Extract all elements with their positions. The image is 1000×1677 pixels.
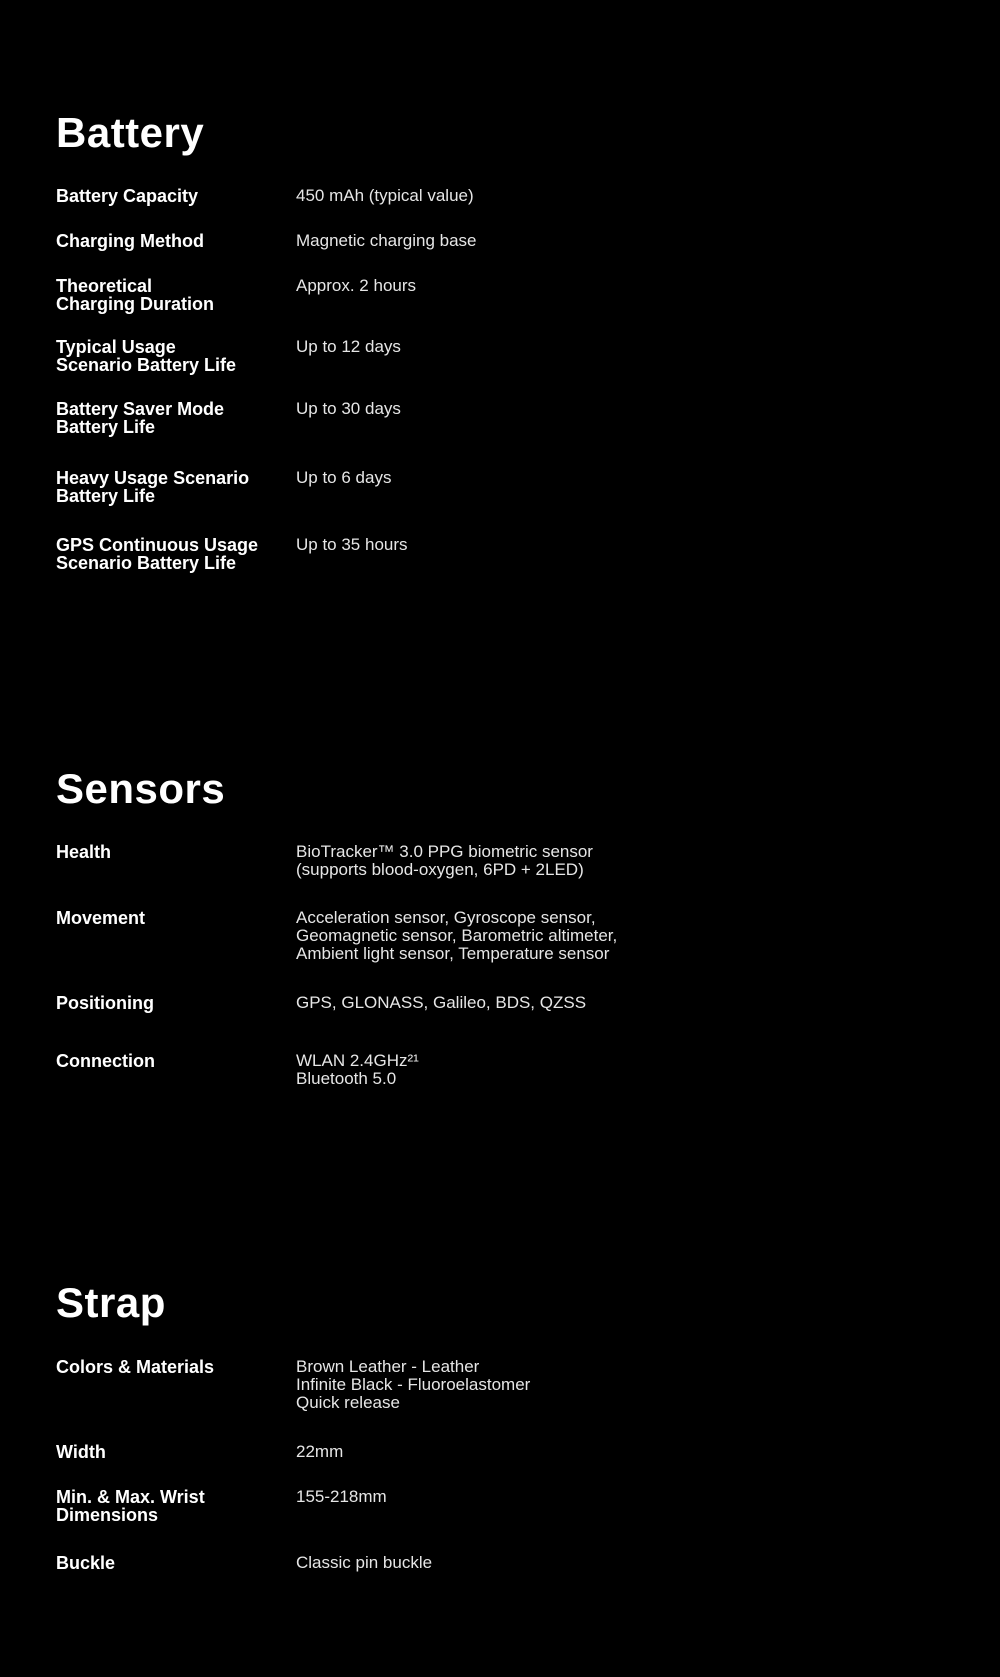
spec-label: Connection — [56, 1051, 155, 1071]
spec-value: Up to 6 days — [296, 468, 392, 487]
spec-value: 450 mAh (typical value) — [296, 186, 474, 205]
spec-value: BioTracker™ 3.0 PPG biometric sensor (supports blood-oxygen, 6PD + 2LED) — [296, 842, 593, 879]
spec-label: Theoretical Charging Duration — [56, 276, 214, 314]
spec-label: Min. & Max. Wrist Dimensions — [56, 1487, 205, 1525]
spec-label: Colors & Materials — [56, 1357, 215, 1377]
spec-label: Charging Method — [56, 231, 204, 251]
spec-value: Classic pin buckle — [296, 1553, 433, 1572]
spec-value: 22mm — [296, 1442, 344, 1461]
strap-title: Strap — [56, 1279, 166, 1326]
spec-value: Acceleration sensor, Gyroscope sensor, Geomagnetic sensor, Barometric altimeter, Ambient light sensor, Temperature sensor — [296, 908, 618, 963]
spec-value: Up to 30 days — [296, 399, 401, 418]
spec-value: GPS, GLONASS, Galileo, BDS, QZSS — [296, 993, 587, 1012]
spec-value: 155-218mm — [296, 1487, 387, 1506]
spec-label: Health — [56, 842, 112, 862]
spec-label: Width — [56, 1442, 106, 1462]
spec-value: Brown Leather - Leather Infinite Black - Fluoroelastomer Quick release — [296, 1357, 531, 1412]
spec-value: WLAN 2.4GHz²¹ Bluetooth 5.0 — [296, 1051, 419, 1088]
spec-label: Typical Usage Scenario Battery Life — [56, 337, 237, 375]
spec-label: Movement — [56, 908, 146, 928]
spec-label: Heavy Usage Scenario Battery Life — [56, 468, 250, 506]
spec-label: Positioning — [56, 993, 154, 1013]
spec-label: Buckle — [56, 1553, 116, 1573]
spec-label: Battery Capacity — [56, 186, 199, 206]
sensors-title: Sensors — [56, 765, 226, 812]
spec-label: Battery Saver Mode Battery Life — [56, 399, 225, 437]
spec-label: GPS Continuous Usage Scenario Battery Life — [56, 535, 259, 573]
spec-value: Up to 35 hours — [296, 535, 408, 554]
spec-value: Magnetic charging base — [296, 231, 477, 250]
spec-value: Approx. 2 hours — [296, 276, 417, 295]
spec-value: Up to 12 days — [296, 337, 401, 356]
battery-title: Battery — [56, 109, 205, 156]
